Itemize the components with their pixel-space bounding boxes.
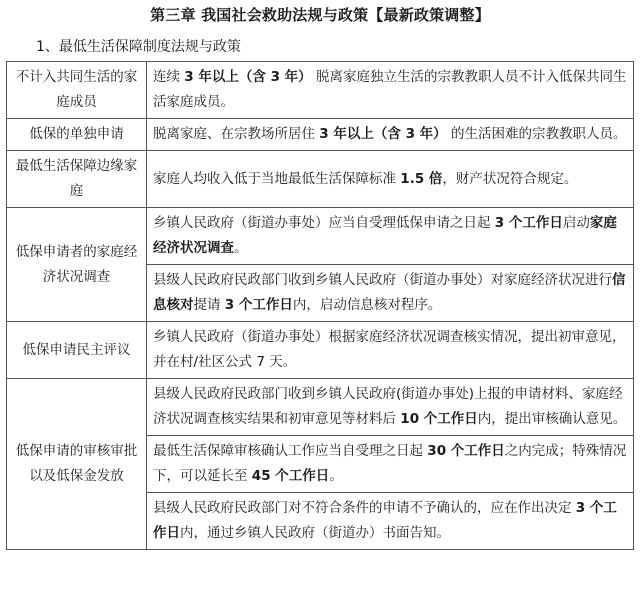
emphasis-text: 家庭经济状况调查 [153,215,617,256]
content-text: 脱离家庭、在宗教场所居住 [153,126,320,142]
table-row [7,119,634,151]
row-content [147,379,634,436]
emphasis-text: 3 个工作日 [224,297,293,313]
emphasis-text: 3 个工作日 [153,500,617,541]
content-text: 内，通过乡镇人民政府（街道办）书面告知。 [180,525,450,541]
emphasis-text: 30 个工作日 [427,443,505,459]
table-row [7,322,634,379]
content-text: 最低生活保障审核确认工作应当自受理之日起 [153,443,428,459]
content-text: 之内完成；特殊情况下，可以延长至 [153,443,627,484]
row-content [147,208,634,265]
content-text: 的生活困难的宗教教职人员。 [446,126,627,142]
emphasis-text: 45 个工作日 [251,468,330,484]
content-text: 连续 [153,69,185,85]
row-label: 低保申请的审核审批以及低保金发放 [7,379,147,550]
policy-table [6,61,634,550]
content-text: 。 [234,240,248,256]
row-label: 不计入共同生活的家庭成员 [7,62,147,119]
row-content [147,322,634,379]
row-label: 低保申请者的家庭经济状况调查 [7,208,147,322]
row-content [147,62,634,119]
row-label: 最低生活保障边缘家庭 [7,151,147,208]
table-row [7,208,634,265]
chapter-title: 第三章 我国社会救助法规与政策【最新政策调整】 [150,6,490,24]
emphasis-text: 10 个工作日 [400,411,478,427]
section-title: 1、最低生活保障制度法规与政策 [36,39,241,55]
row-content [147,151,634,208]
policy-table-body [7,62,634,550]
table-row [7,62,634,119]
emphasis-text: 3 个工作日 [494,215,563,231]
content-text: 乡镇人民政府（街道办事处）应当自受理低保申请之日起 [153,215,495,231]
table-row [7,379,634,436]
content-text: 启动 [562,215,590,231]
content-text: 县级人民政府民政部门收到乡镇人民政府（街道办事处）对家庭经济状况进行 [153,272,612,288]
row-content [147,119,634,151]
emphasis-text: 1.5 倍 [400,170,443,187]
row-content [147,436,634,493]
content-text: 内，提出审核确认意见。 [477,411,627,427]
row-content [147,493,634,550]
content-text: 内，启动信息核对程序。 [292,297,442,313]
content-text: 县级人民政府民政部门收到乡镇人民政府(街道办事处)上报的申请材料、家庭经济状况调查核实结果和初审意见等材料后 [153,386,623,427]
row-label: 低保的单独申请 [7,119,147,151]
content-text: 家庭人均收入低于当地最低生活保障标准 [153,170,401,187]
emphasis-text: 信息核对 [153,272,626,313]
emphasis-text: 3 年以上（含 3 年） [184,69,312,85]
content-text: 县级人民政府民政部门对不符合条件的申请不予确认的，应在作出决定 [153,500,576,516]
content-text: 。 [329,468,343,484]
content-text: 乡镇人民政府（街道办事处）根据家庭经济状况调查核实情况，提出初审意见，并在村/社区公式 7 天。 [153,329,626,370]
content-text: 脱离家庭独立生活的宗教教职人员不计入低保共同生活家庭成员。 [153,69,627,110]
content-text: 提请 [193,297,225,313]
emphasis-text: 3 年以上（含 3 年） [319,126,447,142]
content-text: ，财产状况符合规定。 [442,170,578,187]
table-row [7,151,634,208]
row-content [147,265,634,322]
row-label: 低保申请民主评议 [7,322,147,379]
